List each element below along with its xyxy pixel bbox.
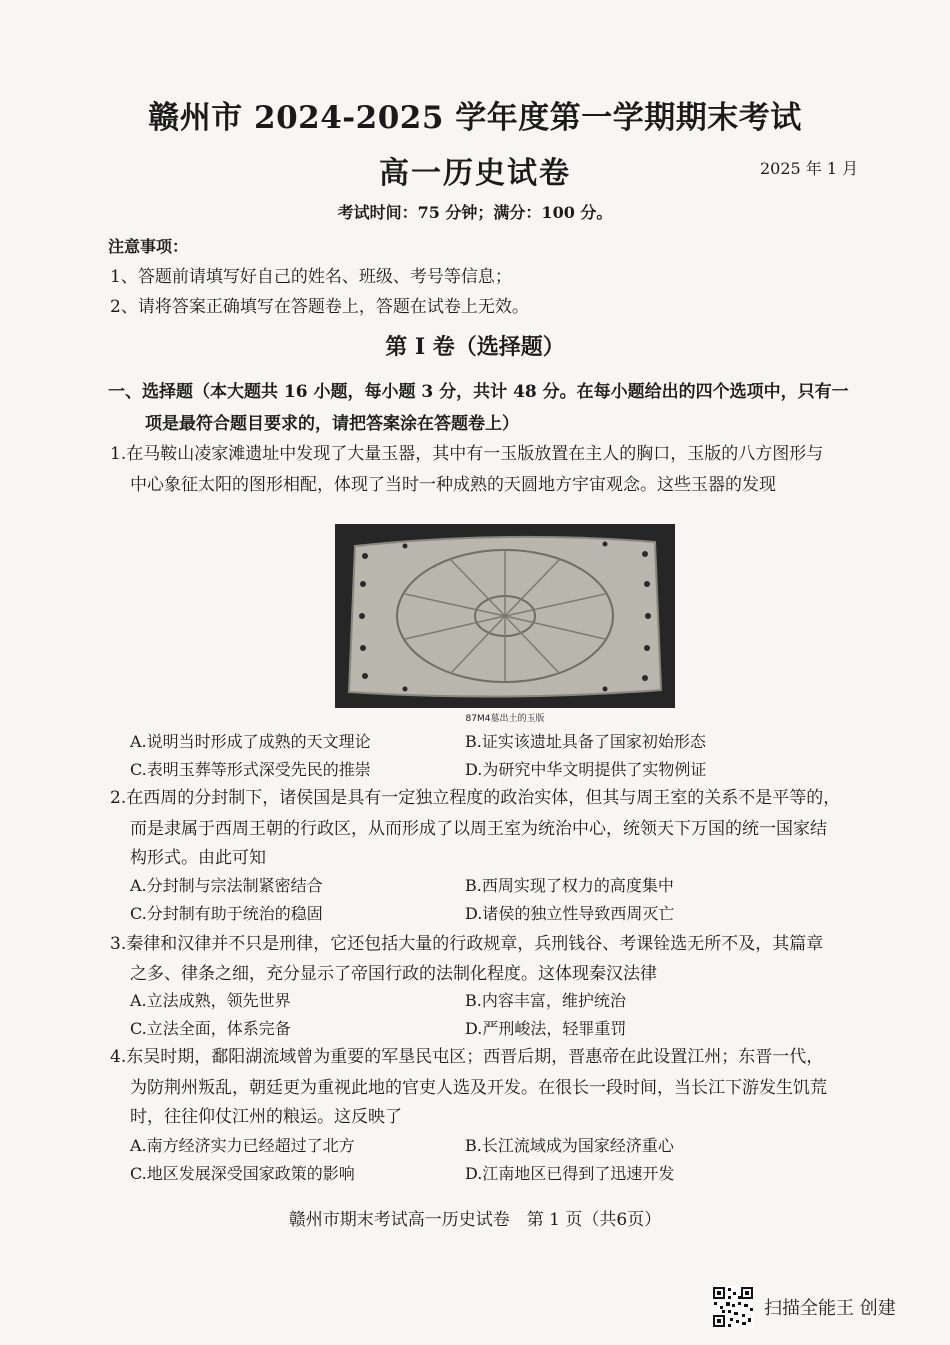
figure-caption: 87M4墓出土的玉版 — [465, 714, 545, 724]
q1-option-a: A.说明当时形成了成熟的天文理论 — [130, 732, 371, 751]
q2-option-d: D.诸侯的独立性导致西周灭亡 — [465, 904, 675, 923]
part-heading: 一、选择题（本大题共 16 小题，每小题 3 分，共计 48 分。在每小题给出的四个选项中，只有一 — [108, 382, 849, 402]
jade-tablet-figure — [335, 524, 675, 708]
question-2-line: 构形式。由此可知 — [130, 848, 266, 868]
q4-option-b: B.长江流域成为国家经济重心 — [465, 1136, 674, 1155]
q1-option-d: D.为研究中华文明提供了实物例证 — [465, 760, 707, 779]
q1-option-c: C.表明玉葬等形式深受先民的推崇 — [130, 760, 371, 779]
section-title: 第 I 卷（选择题） — [385, 334, 565, 360]
exam-title: 赣州市 2024-2025 学年度第一学期期末考试 — [148, 100, 802, 136]
q2-option-a: A.分封制与宗法制紧密结合 — [130, 876, 323, 895]
qr-code-icon — [712, 1286, 754, 1328]
question-4-line: 时，往往仰仗江州的粮运。这反映了 — [130, 1107, 402, 1127]
q3-option-c: C.立法全面，体系完备 — [130, 1019, 291, 1038]
part-heading-cont: 项是最符合题目要求的，请把答案涂在答题卷上） — [145, 414, 519, 434]
question-1-line: 1.在马鞍山凌家滩遗址中发现了大量玉器，其中有一玉版放置在主人的胸口，玉版的八方图形与 — [110, 444, 824, 464]
notice-item: 2、请将答案正确填写在答题卷上，答题在试卷上无效。 — [110, 297, 529, 317]
exam-time-info: 考试时间：75 分钟；满分：100 分。 — [337, 203, 613, 222]
scanner-watermark: 扫描全能王 创建 — [764, 1298, 896, 1319]
question-3-line: 之多、律条之细，充分显示了帝国行政的法制化程度。这体现秦汉法律 — [130, 964, 657, 984]
jade-tablet-image — [335, 524, 675, 708]
q1-option-b: B.证实该遗址具备了国家初始形态 — [465, 732, 706, 751]
question-2-line: 而是隶属于西周王朝的行政区，从而形成了以周王室为统治中心，统领天下万国的统一国家结 — [130, 819, 827, 839]
question-4-line: 为防荆州叛乱，朝廷更为重视此地的官吏人选及开发。在很长一段时间，当长江下游发生饥荒 — [130, 1078, 827, 1098]
q3-option-d: D.严刑峻法，轻罪重罚 — [465, 1019, 627, 1038]
exam-subtitle: 高一历史试卷 — [379, 156, 571, 191]
question-3-line: 3.秦律和汉律并不只是刑律，它还包括大量的行政规章，兵刑钱谷、考课铨选无所不及，其篇章 — [110, 934, 824, 954]
q2-option-c: C.分封制有助于统治的稳固 — [130, 904, 323, 923]
page-footer: 赣州市期末考试高一历史试卷 第 1 页（共6页） — [288, 1210, 662, 1230]
q4-option-d: D.江南地区已得到了迅速开发 — [465, 1164, 675, 1183]
q3-option-a: A.立法成熟，领先世界 — [130, 991, 291, 1010]
question-1-line: 中心象征太阳的图形相配，体现了当时一种成熟的天圆地方宇宙观念。这些玉器的发现 — [130, 475, 776, 495]
q2-option-b: B.西周实现了权力的高度集中 — [465, 876, 674, 895]
question-4-line: 4.东吴时期，鄱阳湖流域曾为重要的军垦民屯区；西晋后期，晋惠帝在此设置江州；东晋一代， — [110, 1047, 824, 1067]
notice-item: 1、答题前请填写好自己的姓名、班级、考号等信息； — [110, 267, 512, 287]
question-2-line: 2.在西周的分封制下，诸侯国是具有一定独立程度的政治实体，但其与周王室的关系不是平等的， — [110, 788, 841, 808]
q4-option-c: C.地区发展深受国家政策的影响 — [130, 1164, 355, 1183]
notice-heading: 注意事项： — [108, 237, 189, 256]
q4-option-a: A.南方经济实力已经超过了北方 — [130, 1136, 355, 1155]
exam-date: 2025 年 1 月 — [760, 159, 859, 178]
q3-option-b: B.内容丰富，维护统治 — [465, 991, 626, 1010]
